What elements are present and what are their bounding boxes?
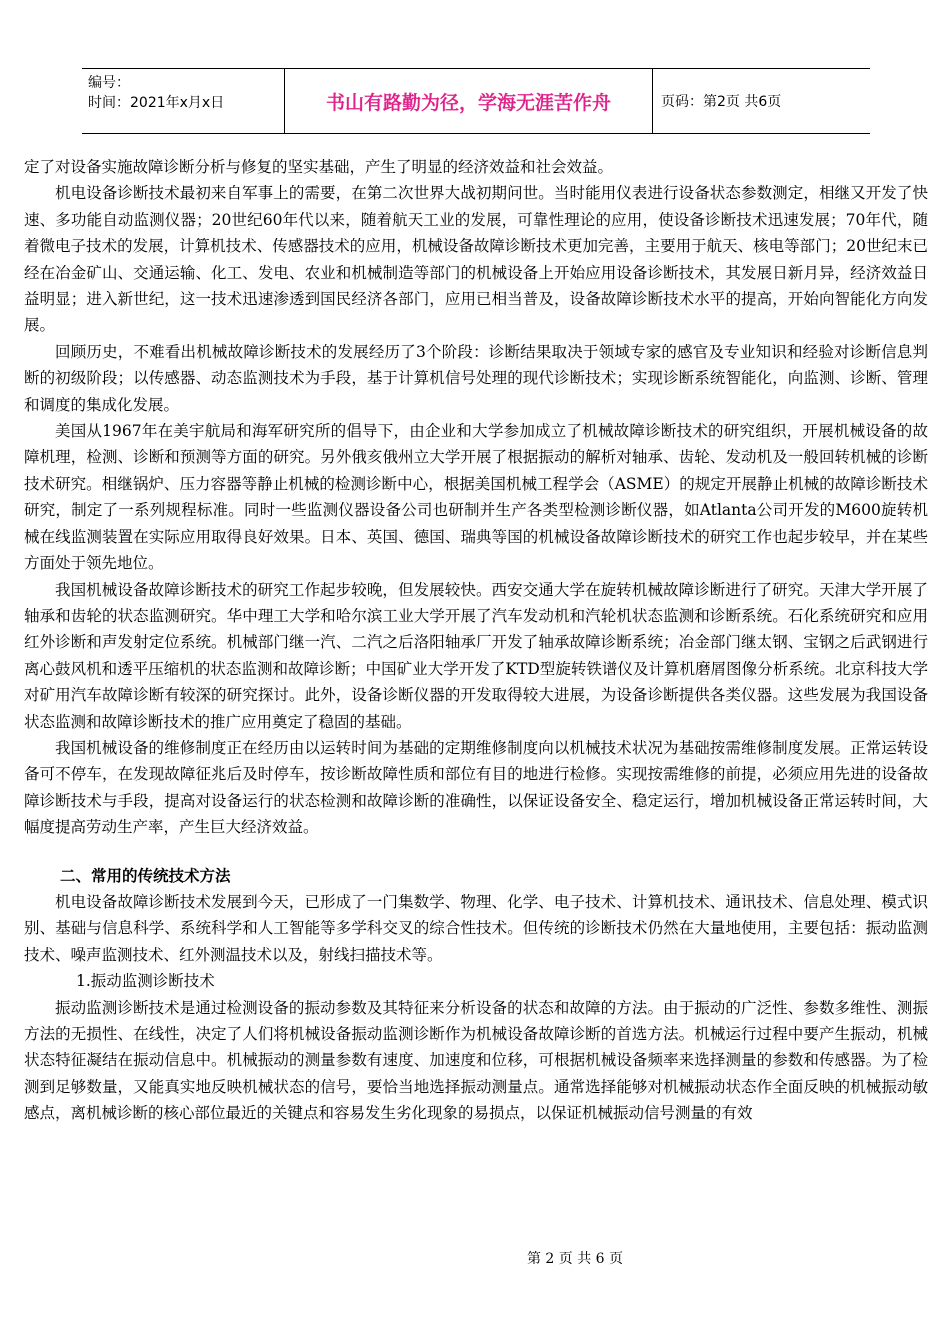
paragraph: 我国机械设备的维修制度正在经历由以运转时间为基础的定期维修制度向以机械技术状况为基础按需维修制度发展。正常运转设备可不停车，在发现故障征兆后及时停车，按诊断故障性质和部位有目的地进行检修。实现按需维修的前提，必须应用先进的设备故障诊断技术与手段，提高对设备运行的状态检测和故障诊断的准确性，以保证设备安全、稳定运行，增加机械设备正常运转时间，大幅度提高劳动生产率，产生巨大经济效益。 [24, 738, 928, 837]
header-meta [82, 69, 285, 133]
header-motto: 书山有路勤为径，学海无涯苦作舟 [285, 69, 653, 133]
paragraph: 机电设备诊断技术最初来自军事上的需要，在第二次世界大战初期问世。当时能用仪表进行设备状态参数测定，相继又开发了快速、多功能自动监测仪器；20世纪60年代以来，随着航天工业的发展，可靠性理论的应用，使设备诊断技术迅速发展；70年代，随着微电子技术的发展，计算机技术、传感器技术的应用，机械设备故障诊断技术更加完善，主要用于航天、核电等部门；20世纪末已经在冶金矿山、交通运输、化工、发电、农业和机械制造等部门的机械设备上开始应用设备诊断技术，其发展日新月异，经济效益日益明显；进入新世纪，这一技术迅速渗透到国民经济各部门，应用已相当普及，设备故障诊断技术水平的提高，开始向智能化方向发展。 [24, 184, 928, 335]
paragraph: 机电设备故障诊断技术发展到今天，已形成了一门集数学、物理、化学、电子技术、计算机技术、通讯技术、信息处理、模式识别、基础与信息科学、系统科学和人工智能等多学科交叉的综合性技术。但传统的诊断技术仍然在大量地使用，主要包括：振动监测技术、噪声监测技术、红外测温技术以及，射线扫描技术等。 [24, 892, 928, 964]
paragraph: 回顾历史，不难看出机械故障诊断技术的发展经历了3个阶段：诊断结果取决于领域专家的感官及专业知识和经验对诊断信息判断的初级阶段；以传感器、动态监测技术为手段，基于计算机信号处理的现代诊断技术；实现诊断系统智能化，向监测、诊断、管理和调度的集成化发展。 [24, 342, 928, 414]
page-footer: 第 2 页 共 6 页 [526, 1251, 624, 1267]
document-date: 时间：2021年x月x日 [88, 95, 225, 111]
page-header [82, 68, 870, 134]
document-number-label: 编号： [88, 75, 130, 91]
paragraph: 美国从1967年在美宇航局和海军研究所的倡导下，由企业和大学参加成立了机械故障诊断技术的研究组织，开展机械设备的故障机理，检测、诊断和预测等方面的研究。另外俄亥俄州立大学开展了根据振动的解析对轴承、齿轮、发动机及一般回转机械的诊断技术研究。相继锅炉、压力容器等静止机械的检测诊断中心，根据美国机械工程学会（ASME）的规定开展静止机械的故障诊断技术研究，制定了一系列规程标准。同时一些监测仪器设备公司也研制并生产各类型检测诊断仪器，如Atlanta公司开发的M600旋转机械在线监测装置在实际应用取得良好效果。日本、英国、德国、瑞典等国的机械设备故障诊断技术的研究工作也起步较早，并在某些方面处于领先地位。 [24, 422, 928, 573]
subsection-heading: 1.振动监测诊断技术 [76, 972, 215, 991]
paragraph: 振动监测诊断技术是通过检测设备的振动参数及其特征来分析设备的状态和故障的方法。由于振动的广泛性、参数多维性、测振方法的无损性、在线性，决定了人们将机械设备振动监测诊断作为机械设备故障诊断的首选方法。机械运行过程中要产生振动，机械状态特征凝结在振动信息中。机械振动的测量参数有速度、加速度和位移，可根据机械设备频率来选择测量的参数和传感器。为了检测到足够数量，又能真实地反映机械状态的信号，要恰当地选择振动测量点。通常选择能够对机械振动状态作全面反映的机械振动敏感点，离机械诊断的核心部位最近的关键点和容易发生劣化现象的易损点，以保证机械振动信号测量的有效 [24, 998, 928, 1123]
paragraph: 定了对设备实施故障诊断分析与修复的坚实基础，产生了明显的经济效益和社会效益。 [24, 158, 614, 176]
header-page-number: 页码：第2页 共6页 [661, 94, 782, 110]
paragraph: 我国机械设备故障诊断技术的研究工作起步较晚，但发展较快。西安交通大学在旋转机械故障诊断进行了研究。天津大学开展了轴承和齿轮的状态监测研究。华中理工大学和哈尔滨工业大学开展了汽车发动机和汽轮机状态监测和诊断系统。石化系统研究和应用红外诊断和声发射定位系统。机械部门继一汽、二汽之后洛阳轴承厂开发了轴承故障诊断系统；冶金部门继太钢、宝钢之后武钢进行离心鼓风机和透平压缩机的状态监测和故障诊断；中国矿业大学开发了KTD型旋转铁谱仪及计算机磨屑图像分析系统。北京科技大学对矿用汽车故障诊断有较深的研究探讨。此外，设备诊断仪器的开发取得较大进展，为设备诊断提供各类仪器。这些发展为我国设备状态监测和故障诊断技术的推广应用奠定了稳固的基础。 [24, 580, 928, 731]
section-heading: 二、常用的传统技术方法 [60, 866, 231, 885]
document-body [24, 154, 928, 1127]
